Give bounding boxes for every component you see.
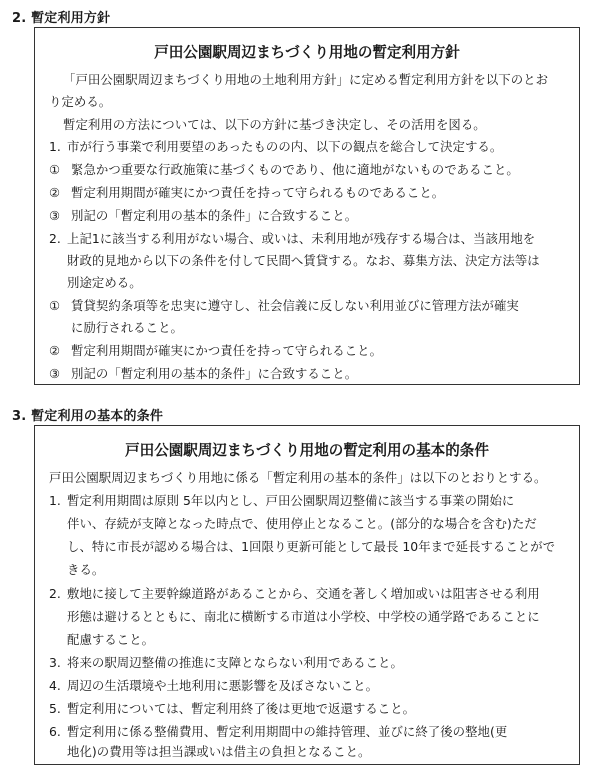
item-marker: 2. — [49, 586, 61, 601]
item-text: 暫定利用に係る整備費用、暫定利用期間中の維持管理、並びに終了後の整地(更 — [67, 724, 508, 739]
item-text: 財政的見地から以下の条件を付して民間へ賃貸する。なお、募集方法、決定方法等は — [67, 253, 540, 268]
subitem-marker: ① — [49, 162, 61, 177]
item-text: 別途定める。 — [67, 275, 142, 290]
subitem-marker: ① — [49, 298, 61, 313]
section-3-box — [34, 425, 580, 765]
subitem-text: 賃貸契約条項等を忠実に遵守し、社会信義に反しない利用並びに管理方法が確実 — [71, 298, 519, 313]
item-marker: 1. — [49, 493, 61, 508]
subitem-text: 緊急かつ重要な行政施策に基づくものであり、他に適地がないものであること。 — [71, 162, 519, 177]
intro-line: 戸田公園駅周辺まちづくり用地に係る「暫定利用の基本的条件」は以下のとおりとする。 — [49, 470, 547, 485]
subitem-marker: ② — [49, 185, 61, 200]
item-text: 市が行う事業で利用要望のあったものの内、以下の観点を総合して決定する。 — [67, 139, 503, 154]
item-marker: 5. — [49, 701, 61, 716]
subitem-text: 暫定利用期間が確実にかつ責任を持って守られるものであること。 — [71, 185, 445, 200]
item-text: 上記1に該当する利用がない場合、或いは、未利用地が残存する場合は、当該用地を — [67, 231, 536, 246]
item-text: 暫定利用期間は原則 5年以内とし、戸田公園駅周辺整備に該当する事業の開始に — [67, 493, 515, 508]
subitem-marker: ② — [49, 343, 61, 358]
item-text: 伴い、存続が支障となった時点で、使用停止となること。(部分的な場合を含む)ただ — [67, 516, 537, 531]
item-marker: 1. — [49, 139, 61, 154]
item-text: 形態は避けるとともに、南北に横断する市道は小学校、中学校の通学路であることに — [67, 609, 540, 624]
subitem-marker: ③ — [49, 208, 61, 223]
subitem-text: 暫定利用期間が確実にかつ責任を持って守られること。 — [71, 343, 383, 358]
section-3-title: 戸田公園駅周辺まちづくり用地の暫定利用の基本的条件 — [125, 441, 489, 459]
section-3-heading: 3. 暫定利用の基本的条件 — [12, 409, 164, 424]
item-text: 周辺の生活環境や土地利用に悪影響を及ぼさないこと。 — [67, 678, 379, 693]
item-text: きる。 — [67, 562, 105, 577]
section-2-heading: 2. 暫定利用方針 — [12, 11, 111, 26]
item-text: 将来の駅周辺整備の推進に支障とならない利用であること。 — [67, 655, 403, 670]
item-marker: 2. — [49, 231, 61, 246]
item-text: 敷地に接して主要幹線道路があることから、交通を著しく増加或いは阻害させる利用 — [67, 586, 540, 601]
item-text: 配慮すること。 — [67, 632, 155, 647]
intro-line: り定める。 — [49, 94, 112, 109]
item-text: 暫定利用については、暫定利用終了後は更地で返還すること。 — [67, 701, 416, 716]
subitem-text: 別記の「暫定利用の基本的条件」に合致すること。 — [71, 366, 358, 381]
subitem-text: 別記の「暫定利用の基本的条件」に合致すること。 — [71, 208, 358, 223]
section-2-title: 戸田公園駅周辺まちづくり用地の暫定利用方針 — [154, 43, 460, 61]
subitem-marker: ③ — [49, 366, 61, 381]
intro-line: 「戸田公園駅周辺まちづくり用地の土地利用方針」に定める暫定利用方針を以下のとお — [63, 72, 549, 87]
item-marker: 3. — [49, 655, 61, 670]
intro-line: 暫定利用の方法については、以下の方針に基づき決定し、その活用を図る。 — [63, 117, 486, 132]
item-marker: 4. — [49, 678, 61, 693]
section-2-box — [34, 27, 580, 385]
item-text: し、特に市長が認める場合は、1回限り更新可能として最長 10年まで延長することがで — [67, 539, 556, 554]
subitem-text: に励行されること。 — [71, 320, 183, 335]
item-marker: 6. — [49, 724, 61, 739]
item-text: 地化)の費用等は担当課或いは借主の負担となること。 — [67, 744, 371, 759]
